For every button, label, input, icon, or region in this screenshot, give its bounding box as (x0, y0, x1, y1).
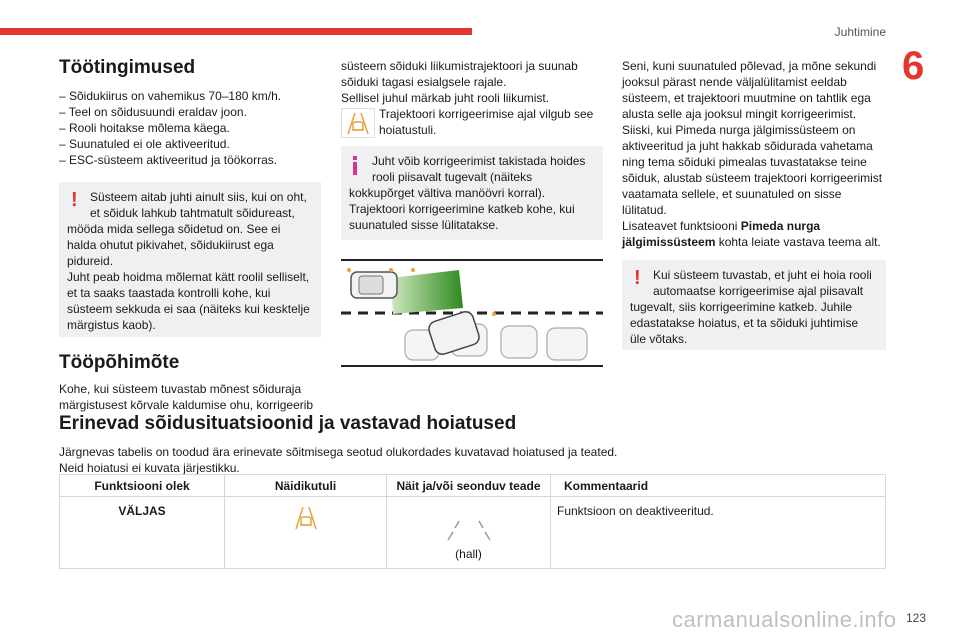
lane-keeping-warning-icon (291, 520, 321, 534)
column-header: Näit ja/või seonduv teade (387, 475, 551, 497)
text-line: Sellisel juhul märkab juht rooli liikumist. (341, 91, 550, 105)
state-cell: VÄLJAS (60, 497, 225, 569)
comment-cell: Funktsioon on deaktiveeritud. (551, 497, 886, 569)
warning-line: märgistus kaob). (67, 318, 156, 332)
more-prefix: Lisateavet funktsiooni (622, 219, 741, 233)
warning-box (59, 182, 321, 337)
text-line: Seni, kuni suunatuled põlevad, ja mõne sekundi (622, 59, 877, 73)
warning-line: pidureid. (67, 254, 114, 268)
more-info-line (622, 234, 886, 250)
blind-spot-link-text: jälgimissüsteem (622, 235, 716, 249)
info-line: kokkupõrget vältiva manöövri korral). (349, 186, 546, 200)
text-line: süsteem, et trajektoori muutmine on tahtlik ega (622, 91, 871, 105)
principle-line: Kohe, kui süsteem tuvastab mõnest sõiduraja (59, 382, 302, 396)
section-title: Juhtimine (834, 25, 886, 39)
text-line: sõiduki tagasi esialgsele rajale. (341, 75, 507, 89)
text-line: süsteem sõiduki liikumistrajektoori ja suunab (341, 59, 578, 73)
warning-line: süsteem sekkuda ei saa (näiteks kui kesktelje (67, 302, 310, 316)
watermark: carmanualsonline.info (672, 607, 897, 632)
info-box (341, 146, 603, 240)
column-header: Funktsiooni olek (60, 475, 225, 497)
list-item: – Sõidukiirus on vahemikus 70–180 km/h. (59, 89, 282, 103)
situations-section (59, 412, 899, 476)
text-line: sõiduk, alustab süsteem trajektoori korrigeerimist (622, 171, 883, 185)
warnings-table (59, 474, 886, 569)
exclamation-icon: ! (71, 189, 78, 211)
warning-line: üle võtaks. (630, 332, 688, 346)
more-info-line (622, 218, 886, 234)
icon-note (341, 106, 603, 140)
heading-situations: Erinevad sõidusituatsioonid ja vastavad hoiatused (59, 413, 517, 434)
warning-line: halda ohutut pikivahet, sõidukiirust ega (67, 238, 274, 252)
lane-correction-illustration (341, 258, 603, 368)
lane-keeping-warning-icon (341, 108, 375, 138)
icon-note-line: Trajektoori korrigeerimise ajal vilgub see (379, 107, 594, 121)
warning-line: Süsteem aitab juhti ainult siis, kui on oht, (90, 190, 307, 204)
message-note: (hall) (455, 547, 482, 561)
text-line: alusta selle aja jooksul mingit korrigeerimist. (622, 107, 857, 121)
text-line: Siiski, kui Pimeda nurga jälgimissüsteem on (622, 123, 856, 137)
list-item: – Rooli hoitakse mõlema käega. (59, 121, 230, 135)
table-row (60, 497, 886, 569)
info-line: Juht võib korrigeerimist takistada hoides (372, 154, 586, 168)
column-2 (341, 58, 603, 240)
icon-note-line: hoiatustuli. (379, 123, 437, 137)
text-line: jooksul pärast nende väljalülitamist eeldab (622, 75, 847, 89)
text-line: aktiveeritud ja juht hakkab sõidurada vahetama (622, 139, 873, 153)
warning-box (622, 260, 886, 350)
top-accent-bar (0, 28, 472, 35)
blind-spot-link-text: Pimeda nurga (740, 219, 821, 233)
warning-line: tugevalt, siis korrigeerimine katkeb. Juhile (630, 300, 853, 314)
list-item: – ESC-süsteem aktiveeritud ja töökorras. (59, 153, 278, 167)
conditions-list (59, 88, 321, 168)
info-line: suunatuled sisse lülitatakse. (349, 218, 499, 232)
text-line: vaatamata sellele, et suunatuled on sisse (622, 187, 842, 201)
warning-line: Juht peab hoidma mõlemat kätt roolil selliselt, (67, 270, 310, 284)
heading-operating-conditions: Töötingimused (59, 57, 196, 78)
warning-line: mööda mida sellega sõidetud on. See ei (67, 222, 281, 236)
heading-principle: Tööpõhimõte (59, 352, 180, 373)
table-header-row (60, 475, 886, 497)
column-header: Näidikutuli (225, 475, 387, 497)
warning-line: Kui süsteem tuvastab, et juht ei hoia rooli (653, 268, 872, 282)
more-suffix: kohta leiate vastava teema alt. (715, 235, 881, 249)
warning-line: et ta saaks taastada kontrolli kohe, kui (67, 286, 271, 300)
warning-line: automaatse korrigeerimise ajal piisavalt (653, 284, 864, 298)
message-cell (387, 497, 551, 569)
list-item: – Suunatuled ei ole aktiveeritud. (59, 137, 230, 151)
column-1 (59, 56, 321, 413)
text-line: ning tema sõiduki pimealas tuvastatakse teine (622, 155, 867, 169)
indicator-cell (225, 497, 387, 569)
exclamation-icon: ! (634, 267, 641, 289)
info-line: rooli piisavalt tugevalt (näiteks (372, 170, 533, 184)
column-header: Kommentaarid (551, 475, 886, 497)
intro-line: Järgnevas tabelis on toodud ära erinevate sõitmisega seotud olukordades kuvatavad hoiatused ja teated. (59, 445, 618, 459)
info-icon (353, 156, 357, 175)
page-number: 123 (905, 611, 926, 625)
warning-line: et sõiduk lahkub tahtmatult sõidureast, (90, 206, 295, 220)
intro-line: Neid hoiatusi ei kuvata järjestikku. (59, 461, 240, 475)
chapter-number: 6 (902, 44, 925, 88)
column-3 (622, 58, 886, 350)
principle-line: märgistusest kõrvale kaldumise ohu, korrigeerib (59, 398, 314, 412)
warning-line: edastatakse hoiatus, et ta sõiduki juhtimise (630, 316, 859, 330)
text-line: lülitatud. (622, 203, 667, 217)
list-item: – Teel on sõidusuundi eraldav joon. (59, 105, 247, 119)
lane-keeping-grey-icon (393, 516, 544, 546)
info-line: Trajektoori korrigeerimine katkeb kohe, kui (349, 202, 575, 216)
